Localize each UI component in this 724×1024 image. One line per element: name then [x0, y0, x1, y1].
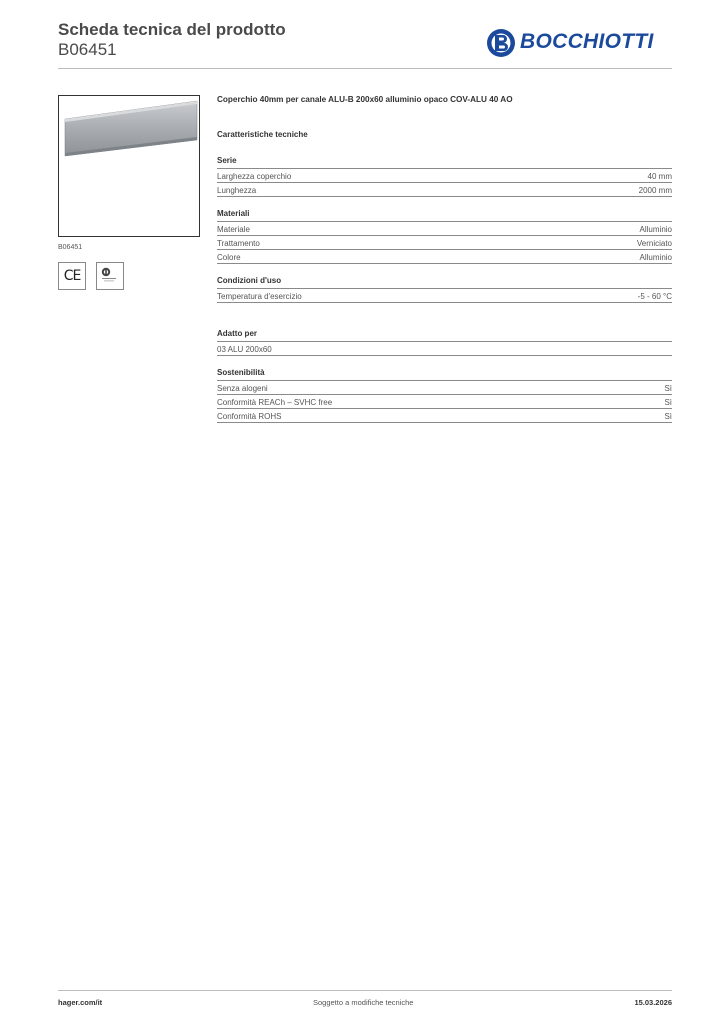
spec-label: Conformità REACh – SVHC free: [217, 398, 333, 407]
spec-label: Conformità ROHS: [217, 412, 282, 421]
spec-row: [217, 169, 672, 183]
spec-label: Materiale: [217, 225, 250, 234]
spec-row: [217, 289, 672, 303]
spec-value: Alluminio: [639, 253, 672, 262]
spec-label: Colore: [217, 253, 241, 262]
spec-value: Verniciato: [636, 239, 672, 248]
spec-row: [217, 409, 672, 423]
section-title: Serie: [217, 156, 672, 169]
document-title: Scheda tecnica del prodotto: [58, 20, 286, 39]
spec-row: [217, 183, 672, 197]
section-title: Adatto per: [217, 329, 672, 342]
ce-mark-icon: CE: [63, 268, 81, 284]
footer-website-link[interactable]: hager.com/it: [58, 998, 103, 1007]
brand-logo: [486, 28, 672, 60]
spec-value: Sì: [664, 384, 672, 393]
section-serie: [217, 156, 672, 197]
section-sostenibilita: [217, 368, 672, 423]
spec-row: [217, 250, 672, 264]
product-image: [58, 95, 200, 237]
bocchiotti-logo-icon: [486, 28, 516, 58]
footer-note: Soggetto a modifiche tecniche: [313, 998, 414, 1007]
spec-value: 40 mm: [647, 172, 672, 181]
spec-value: 2000 mm: [638, 186, 672, 195]
spec-value: -5 - 60 °C: [637, 292, 672, 301]
spec-label: Temperatura d'esercizio: [217, 292, 302, 301]
spec-label: Lunghezza: [217, 186, 257, 195]
spec-value: Sì: [664, 398, 672, 407]
spec-label: Larghezza coperchio: [217, 172, 292, 181]
brand-name: BOCCHIOTTI: [520, 30, 654, 53]
footer-date: 15.03.2026: [634, 998, 672, 1007]
spec-row: [217, 222, 672, 236]
spec-label: Trattamento: [217, 239, 260, 248]
spec-value: Sì: [664, 412, 672, 421]
spec-row: [217, 342, 672, 356]
header-divider: [58, 68, 672, 69]
quality-certification-badge: [96, 262, 124, 290]
section-condizioni-uso: [217, 276, 672, 303]
section-title: Sostenibilità: [217, 368, 672, 381]
spec-row: [217, 236, 672, 250]
technical-features-heading: Caratteristiche tecniche: [217, 130, 308, 139]
product-code: B06451: [58, 40, 117, 59]
section-title: Materiali: [217, 209, 672, 222]
ce-mark-badge: [58, 262, 86, 290]
footer-divider: [58, 990, 672, 991]
section-adatto-per: [217, 329, 672, 356]
product-description: Coperchio 40mm per canale ALU-B 200x60 alluminio opaco COV-ALU 40 AO: [217, 95, 513, 104]
section-title: Condizioni d'uso: [217, 276, 672, 289]
spec-value: Alluminio: [639, 225, 672, 234]
quality-certification-icon: [97, 263, 123, 289]
spec-row: [217, 395, 672, 409]
spec-row: [217, 381, 672, 395]
section-materiali: [217, 209, 672, 264]
spec-label: Senza alogeni: [217, 384, 268, 393]
aluminium-cover-profile-icon: [59, 96, 199, 236]
spec-label: 03 ALU 200x60: [217, 345, 272, 354]
product-image-caption: B06451: [58, 244, 83, 251]
